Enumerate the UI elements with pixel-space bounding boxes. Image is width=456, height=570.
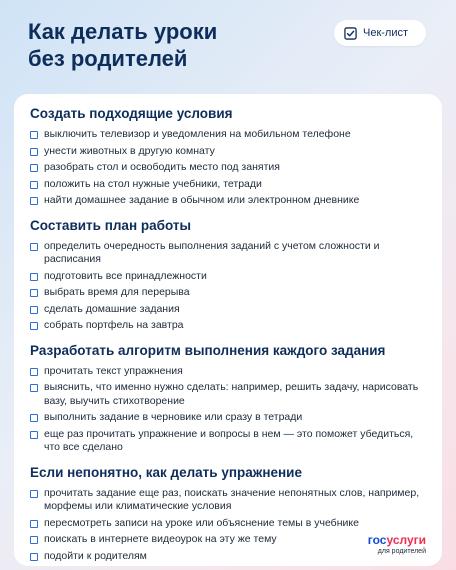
checkbox-icon [30,490,38,498]
section-title: Создать подходящие условия [30,106,233,121]
page-title-line-2: без родителей [28,46,188,71]
checklist-sections [30,106,426,563]
section-title: Если непонятно, как делать упражнение [30,464,302,480]
checklist-card [14,94,442,566]
checklist-item [30,428,426,455]
checklist-item-text: выполнить задание в черновике или сразу в тетради [44,411,303,423]
checklist-item [30,128,426,142]
logo-part-uslugi: услуги [386,533,426,547]
checklist-item [30,550,426,564]
section-title: Разработать алгоритм выполнения каждого задания [30,342,386,358]
checkbox-icon [30,384,38,392]
checklist-section [30,106,426,208]
checklist-item [30,161,426,175]
checklist-item [30,517,426,531]
checklist-item-text: разобрать стол и освободить место под занятия [44,161,280,173]
checklist-item [30,178,426,192]
badge-label: Чек-лист [363,27,409,39]
checklist-item [30,319,426,333]
checkbox-icon [30,273,38,281]
page-title [28,18,318,72]
logo-wordmark [368,534,426,547]
checklist-item-text: пересмотреть записи на уроке или объяснение темы в учебнике [44,516,359,529]
page-title-line-1: Как делать уроки [28,19,218,44]
checkbox-icon [30,164,38,172]
checkbox-icon [30,197,38,205]
checklist-item-text: выяснить, что именно нужно сделать: например, решить задачу, нарисовать вазу, выучить стихотворение [44,381,419,407]
checklist-item-text: собрать портфель на завтра [44,319,184,331]
checklist-item-text: поискать в интернете видеоурок на эту же тему [44,533,277,545]
checkbox-checked-icon [344,27,357,40]
section-title: Составить план работы [30,217,191,233]
checklist-item [30,286,426,300]
checklist-item [30,381,426,408]
checklist-item-text: унести животных в другую комнату [44,144,215,157]
checkbox-icon [30,520,38,528]
checkbox-icon [30,414,38,422]
checklist-item [30,303,426,317]
checklist-item [30,411,426,425]
checklist-item-text: прочитать текст упражнения [44,364,183,377]
checkbox-icon [30,289,38,297]
checklist-item-text: выключить телевизор и уведомления на мобильном телефоне [44,128,351,140]
logo-subtitle: для родителей [377,548,426,555]
checkbox-icon [30,431,38,439]
checklist-item-text: сделать домашние задания [44,302,180,315]
checklist-item [30,194,426,208]
checklist-item [30,533,426,547]
checklist-item-text: подойти к родителям [44,549,147,562]
checkbox-icon [30,306,38,314]
checkbox-icon [30,322,38,330]
checkbox-icon [30,148,38,156]
checkbox-icon [30,368,38,376]
checkbox-icon [30,181,38,189]
checklist-item [30,240,426,267]
logo-part-gos: гос [367,533,387,547]
checklist-item [30,145,426,159]
checkbox-icon [30,536,38,544]
checklist-section [30,465,426,564]
checklist-item-text: прочитать задание еще раз, поискать значение непонятных слов, например, морфемы или климатические условия [44,486,420,512]
checkbox-icon [30,243,38,251]
checklist-item-text: выбрать время для перерыва [44,286,190,298]
checklist-item [30,365,426,379]
checklist-item-text: подготовить все принадлежности [44,269,207,282]
checklist-section [30,218,426,333]
checklist-item [30,487,426,514]
checklist-section [30,343,426,455]
checklist-item-text: определить очередность выполнения заданий с учетом сложности и расписания [44,239,380,265]
checklist-item-text: положить на стол нужные учебники, тетради [44,177,262,190]
checklist-item-text: найти домашнее задание в обычном или электронном дневнике [44,194,360,206]
checklist-item [30,270,426,284]
checklist-item-text: еще раз прочитать упражнение и вопросы в нем — это поможет убедиться, что все сделано [44,427,414,453]
checkbox-icon [30,553,38,561]
gosuslugi-logo [368,534,426,556]
checklist-badge [334,20,426,46]
checkbox-icon [30,131,38,139]
